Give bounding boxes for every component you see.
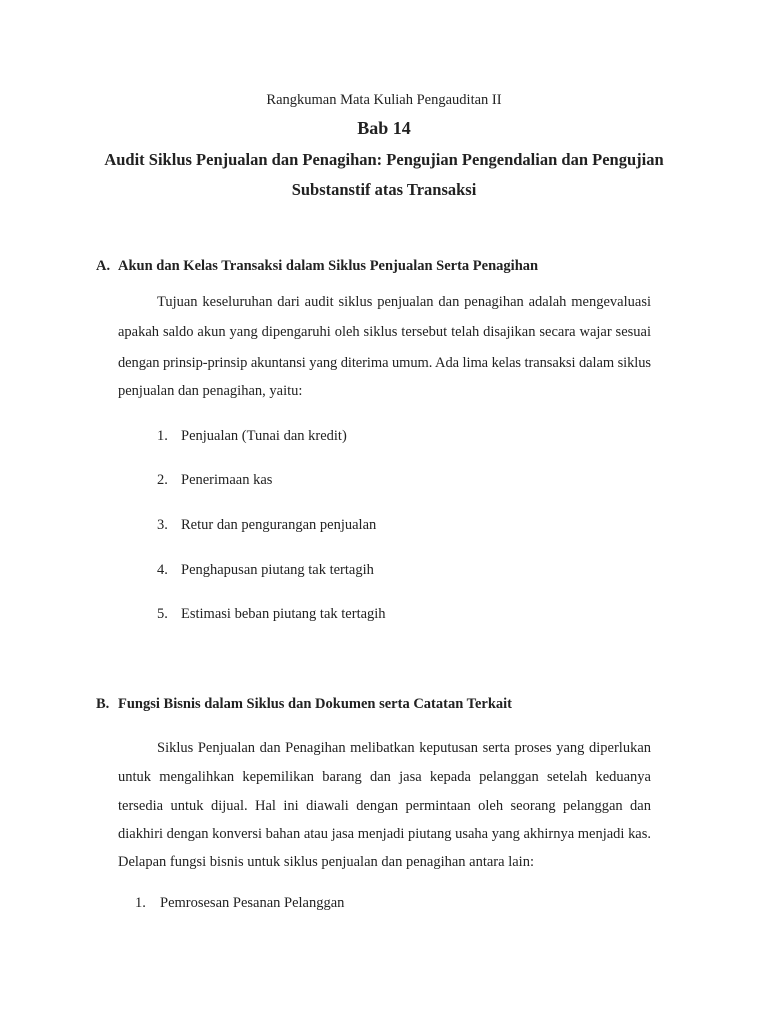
section-a-paragraph-line: apakah saldo akun yang dipengaruhi oleh siklus tersebut telah disajikan secara wajar sesuai — [118, 324, 651, 340]
list-item: Estimasi beban piutang tak tertagih — [181, 606, 386, 622]
section-b-marker: B. — [96, 696, 110, 712]
section-a-paragraph-line: Tujuan keseluruhan dari audit siklus penjualan dan penagihan adalah mengevaluasi — [157, 294, 651, 310]
list-item: Pemrosesan Pesanan Pelanggan — [160, 895, 345, 911]
section-b-paragraph-line: diakhiri dengan konversi bahan atau jasa menjadi piutang usaha yang akhirnya menjadi kas. — [118, 826, 651, 842]
section-a-paragraph-line: dengan prinsip-prinsip akuntansi yang diterima umum. Ada lima kelas transaksi dalam siklus — [118, 355, 651, 371]
course-title: Rangkuman Mata Kuliah Pengauditan II — [266, 92, 502, 108]
list-number: 5. — [157, 606, 168, 622]
section-b-paragraph-line: Siklus Penjualan dan Penagihan melibatkan keputusan serta proses yang diperlukan — [157, 740, 651, 756]
list-item: Penghapusan piutang tak tertagih — [181, 562, 374, 578]
list-item: Penerimaan kas — [181, 472, 273, 488]
section-b-paragraph-line: Delapan fungsi bisnis untuk siklus penjualan dan penagihan antara lain: — [118, 854, 534, 870]
section-a-marker: A. — [96, 258, 111, 274]
list-number: 2. — [157, 472, 168, 488]
chapter-title: Bab 14 — [357, 118, 411, 138]
list-item: Penjualan (Tunai dan kredit) — [181, 428, 347, 444]
section-a-paragraph-line: penjualan dan penagihan, yaitu: — [118, 383, 303, 399]
section-a-heading: Akun dan Kelas Transaksi dalam Siklus Penjualan Serta Penagihan — [118, 258, 539, 274]
list-number: 1. — [135, 895, 146, 911]
list-number: 3. — [157, 517, 168, 533]
section-b-heading: Fungsi Bisnis dalam Siklus dan Dokumen serta Catatan Terkait — [118, 696, 513, 712]
section-b-paragraph-line: untuk mengalihkan kepemilikan barang dan jasa kepada pelanggan setelah keduanya — [118, 769, 651, 785]
section-b-paragraph-line: tersedia untuk dijual. Hal ini diawali dengan permintaan oleh seorang pelanggan dan — [118, 798, 651, 814]
document-title-line-1: Audit Siklus Penjualan dan Penagihan: Pengujian Pengendalian dan Pengujian — [104, 150, 664, 169]
list-number: 1. — [157, 428, 168, 444]
list-item: Retur dan pengurangan penjualan — [181, 517, 377, 533]
list-number: 4. — [157, 562, 168, 578]
document-title-line-2: Substanstif atas Transaksi — [291, 180, 477, 199]
